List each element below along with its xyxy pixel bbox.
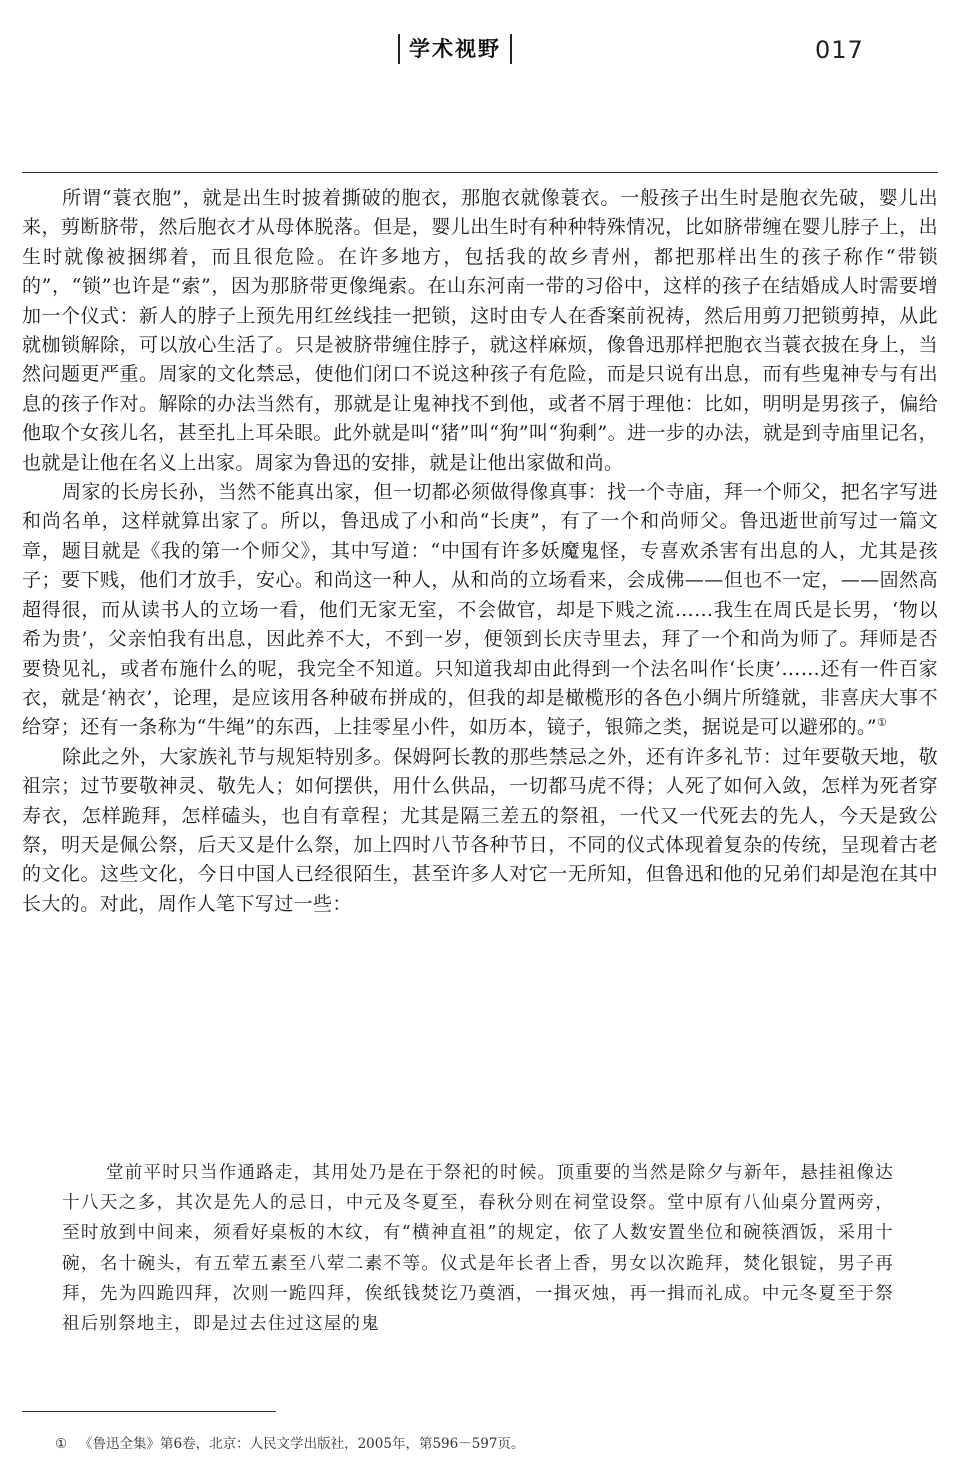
paragraph-text: 所谓“蓑衣胞”，就是出生时披着撕破的胞衣，那胞衣就像蓑衣。一般孩子出生时是胞衣先破，婴儿出来，剪断脐带，然后胞衣才从母体脱落。但是，婴儿出生时有种种特殊情况，比如脐带缠在婴儿脖子上，出生时就像被捆绑着，而且很危险。在许多地方，包括我的故乡青州，都把那样出生的孩子称作“带锁的”，“锁”也许是“索”，因为那脐带更像绳索。在山东河南一带的习俗中，这样的孩子在结婚成人时需要增加一个仪式：新人的脖子上预先用红丝线挂一把锁，这时由专人在香案前祝祷，然后用剪刀把锁剪掉，从此就枷锁解除，可以放心生活了。只是被脐带缠住脖子，就这样麻烦，像鲁迅那样把胞衣当蓑衣披在身上，当然问题更严重。周家的文化禁忌，使他们闭口不说这种孩子有危险，而是只说有出息，而有些鬼神专与有出息的孩子作对。解除的办法当然有，那就是让鬼神找不到他，或者不屑于理他：比如，明明是男孩子，偏给他取个女孩儿名，甚至扎上耳朵眼。此外就是叫“猪”叫“狗”叫“狗剩”。进一步的办法，就是到寺庙里记名，也就是让他在名义上出家。周家为鲁迅的安排，就是让他出家做和尚。 — [22, 187, 938, 474]
page-header — [0, 0, 958, 180]
quote-text: 堂前平时只当作通路走，其用处乃是在于祭祀的时候。顶重要的当然是除夕与新年，悬挂祖像达十八天之多，其次是先人的忌日，中元及冬夏至，春秋分则在祠堂设祭。堂中原有八仙桌分置两旁，至时放到中间来，须看好桌板的木纹，有“横神直祖”的规定，依了人数安置坐位和碗筷酒饭，采用十碗，名十碗头，有五荤五素至八荤二素不等。仪式是年长者上香，男女以次跪拜，焚化银锭，男子再拜，先为四跪四拜，次则一跪四拜，俟纸钱焚讫乃奠酒，一揖灭烛，再一揖而礼成。中元冬夏至于祭祖后别祭地主，即是过去住过这屋的鬼 — [62, 1163, 894, 1335]
page-number: 017 — [815, 36, 864, 64]
body-text — [22, 184, 938, 919]
paragraph — [22, 478, 938, 743]
footnote — [55, 1434, 935, 1454]
footnote-mark: ① — [55, 1436, 68, 1452]
footnote-reference[interactable]: ① — [877, 716, 888, 730]
section-label: 学术视野 — [398, 34, 512, 64]
footnote-divider — [22, 1411, 276, 1412]
header-divider — [22, 172, 938, 173]
footnote-text: 《鲁迅全集》第6卷，北京：人民文学出版社，2005年，第596－597页。 — [79, 1436, 525, 1452]
paragraph-text: 周家的长房长孙，当然不能真出家，但一切都必须做得像真事：找一个寺庙，拜一个师父，把名字写进和尚名单，这样就算出家了。所以，鲁迅成了小和尚“长庚”，有了一个和尚师父。鲁迅逝世前写过一篇文章，题目就是《我的第一个师父》，其中写道：“中国有许多妖魔鬼怪，专喜欢杀害有出息的人，尤其是孩子；要下贱，他们才放手，安心。和尚这一种人，从和尚的立场看来，会成佛——但也不一定，——固然高超得很，而从读书人的立场一看，他们无家无室，不会做官，却是下贱之流……我生在周氏是长男，‘物以希为贵’，父亲怕我有出息，因此养不大，不到一岁，便领到长庆寺里去，拜了一个和尚为师了。拜师是否要贽见礼，或者布施什么的呢，我完全不知道。只知道我却由此得到一个法名叫作‘长庚’……还有一件百家衣，就是‘衲衣’，论理，是应该用各种破布拼成的，但我的却是橄榄形的各色小绸片所缝就，非喜庆大事不给穿；还有一条称为“牛绳”的东西，上挂零星小件，如历本，镜子，银筛之类，据说是可以避邪的。” — [22, 481, 938, 739]
paragraph-text: 除此之外，大家族礼节与规矩特别多。保姆阿长教的那些禁忌之外，还有许多礼节：过年要敬天地，敬祖宗；过节要敬神灵、敬先人；如何摆供，用什么供品，一切都马虎不得；人死了如何入敛，怎样为死者穿寿衣，怎样跪拜，怎样磕头，也自有章程；尤其是隔三差五的祭祖，一代又一代死去的先人，今天是致公祭，明天是佩公祭，后天又是什么祭，加上四时八节各种节日，不同的仪式体现着复杂的传统，呈现着古老的文化。这些文化，今日中国人已经很陌生，甚至许多人对它一无所知，但鲁迅和他的兄弟们却是泡在其中长大的。对此，周作人笔下写过一些： — [22, 745, 938, 915]
block-quote — [62, 1158, 894, 1339]
paragraph — [22, 184, 938, 478]
paragraph — [22, 743, 938, 919]
